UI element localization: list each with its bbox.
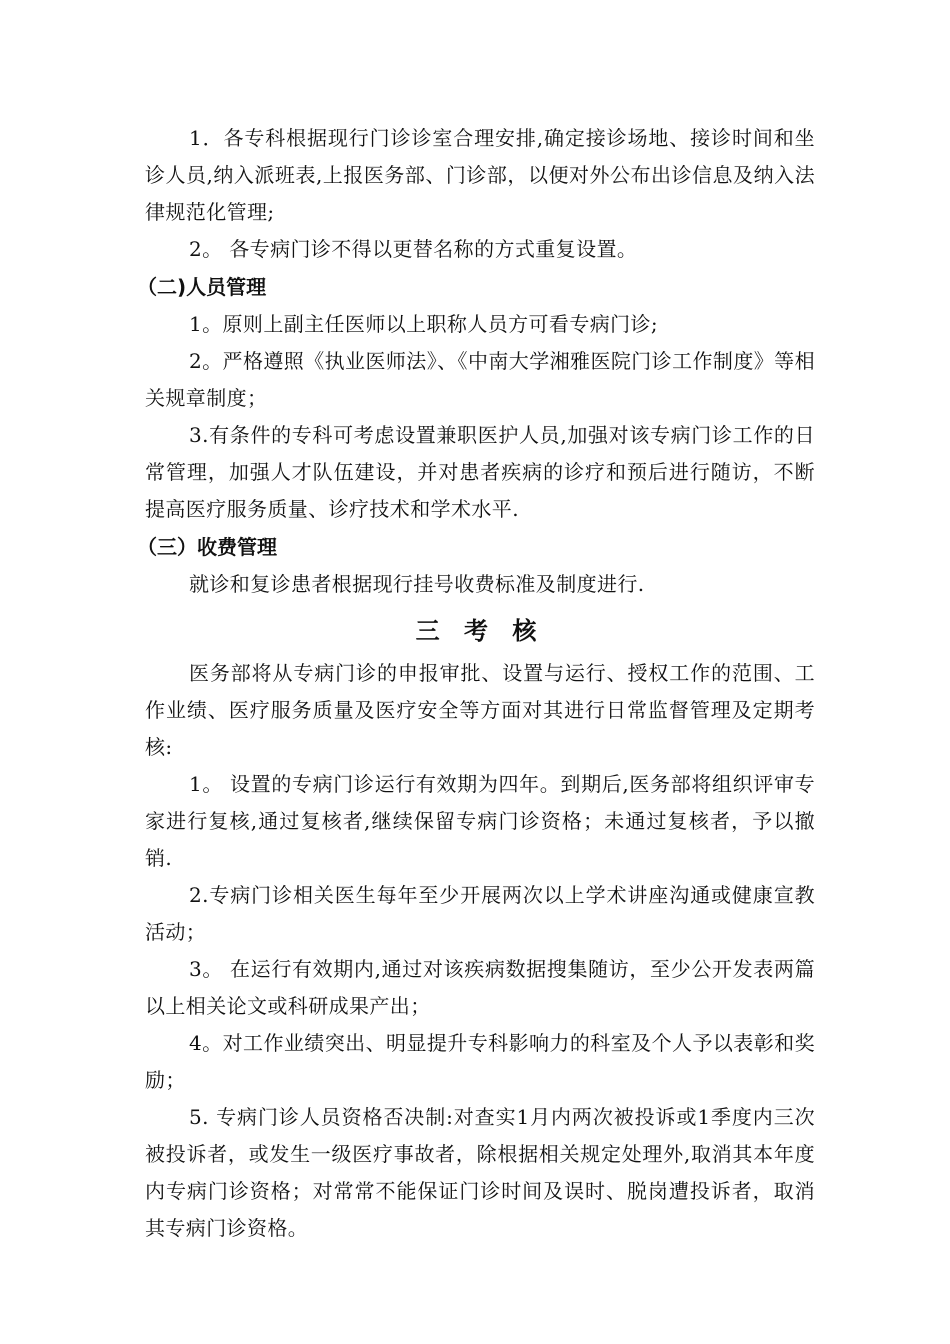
paragraph-fees: 就诊和复诊患者根据现行挂号收费标准及制度进行.	[189, 572, 645, 596]
paragraph-publications: 3。 在运行有效期内,通过对该疾病数据搜集随访，至少公开发表两篇以上相关论文或科研成果产出；	[145, 957, 815, 1018]
paragraph-qualification: 1。原则上副主任医师以上职称人员方可看专病门诊;	[189, 312, 659, 336]
heading-fee-management: （三）收费管理	[137, 535, 277, 559]
paragraph-rewards: 4。对工作业绩突出、明显提升专科影响力的科室及个人予以表彰和奖励；	[145, 1031, 815, 1092]
paragraph-regulations: 2。严格遵照《执业医师法》、《中南大学湘雅医院门诊工作制度》等相关规章制度；	[145, 349, 815, 410]
paragraph-validity-period: 1。 设置的专病门诊运行有效期为四年。到期后,医务部将组织评审专家进行复核,通过复核者,继续保留专病门诊资格；未通过复核者，予以撤销.	[145, 772, 815, 870]
paragraph-part-time-staff: 3.有条件的专科可考虑设置兼职医护人员,加强对该专病门诊工作的日常管理，加强人才队伍建设，并对患者疾病的诊疗和预后进行随访，不断提高医疗服务质量、诊疗技术和学术水平.	[145, 423, 815, 521]
paragraph-assessment-intro: 医务部将从专病门诊的申报审批、设置与运行、授权工作的范围、工作业绩、医疗服务质量及医疗安全等方面对其进行日常监督管理及定期考核:	[145, 661, 815, 759]
paragraph-lectures: 2.专病门诊相关医生每年至少开展两次以上学术讲座沟通或健康宣教活动；	[145, 883, 815, 944]
heading-personnel-management: （二)人员管理	[137, 275, 267, 299]
paragraph-schedule: 1．各专科根据现行门诊诊室合理安排,确定接诊场地、接诊时间和坐诊人员,纳入派班表,上报医务部、门诊部，以便对外公布出诊信息及纳入法律规范化管理;	[145, 126, 815, 224]
paragraph-veto-system: 5. 专病门诊人员资格否决制:对查实1月内两次被投诉或1季度内三次被投诉者，或发生一级医疗事故者，除根据相关规定处理外,取消其本年度内专病门诊资格；对常常不能保证门诊时间及误时、脱岗遭投诉者，取消其专病门诊资格。	[145, 1105, 815, 1240]
paragraph-no-duplicate: 2。 各专病门诊不得以更替名称的方式重复设置。	[189, 237, 638, 261]
chapter-title-assessment: 三 考 核	[415, 617, 545, 645]
